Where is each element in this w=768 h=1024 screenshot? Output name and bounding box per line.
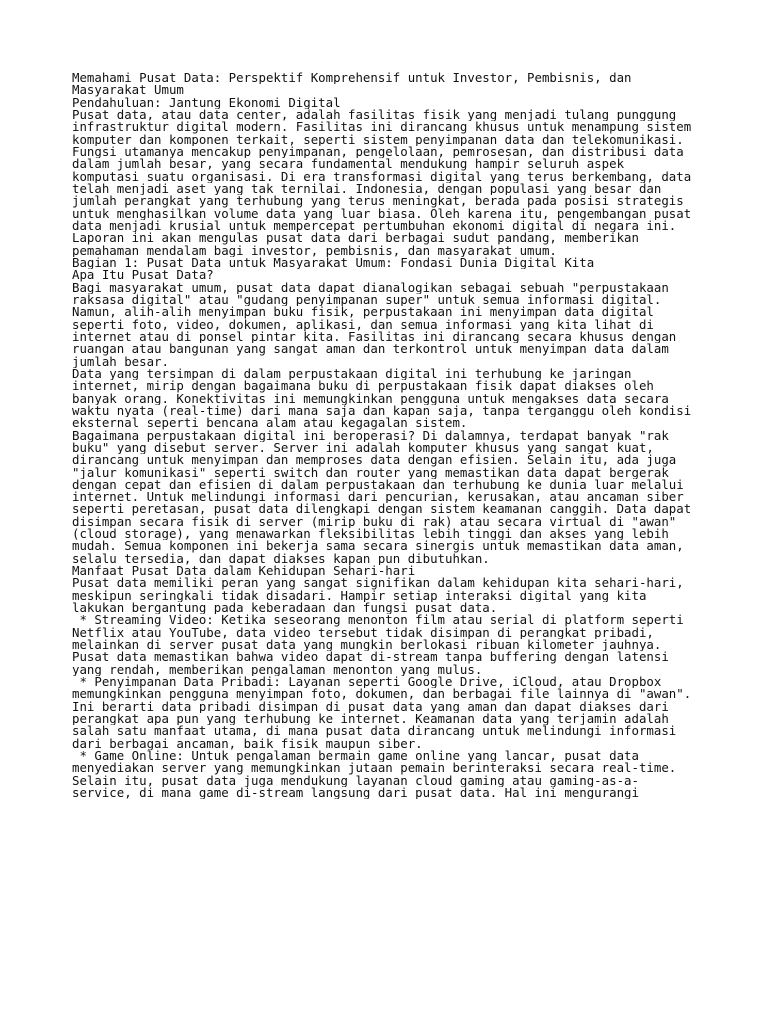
text-line: * Penyimpanan Data Pribadi: Layanan seperti Google Drive, iCloud, atau Dropbox	[72, 676, 662, 689]
text-line: menyediakan server yang memungkinkan jutaan pemain berinteraksi secara real-time.	[72, 762, 677, 775]
text-line: Bagian 1: Pusat Data untuk Masyarakat Umum: Fondasi Dunia Digital Kita	[72, 256, 595, 270]
text-line: jumlah perangkat yang terhubung yang terus meningkat, berada pada posisi strategis	[72, 195, 684, 208]
text-line: Selain itu, pusat data juga mendukung layanan cloud gaming atau gaming-as-a-	[72, 774, 639, 788]
text-line: internet atau di ponsel pintar kita. Fasilitas ini dirancang secara khusus dengan	[72, 330, 677, 344]
text-line: jumlah besar.	[72, 355, 169, 368]
text-line: data menjadi krusial untuk mempercepat pertumbuhan ekonomi digital di negara ini.	[72, 219, 677, 233]
text-line: Pusat data memastikan bahwa video dapat di-stream tanpa buffering dengan latensi	[72, 651, 669, 664]
text-line: * Streaming Video: Ketika seseorang menonton film atau serial di platform seperti	[72, 614, 684, 627]
text-line: Apa Itu Pusat Data?	[72, 269, 214, 282]
text-line: Data yang tersimpan di dalam perpustakaan digital ini terhubung ke jaringan	[72, 367, 632, 381]
text-line: komputasi suatu organisasi. Di era transformasi digital yang terus berkembang, data	[72, 170, 692, 183]
text-line: Memahami Pusat Data: Perspektif Komprehensif untuk Investor, Pembisnis, dan	[72, 72, 632, 85]
text-line: selalu tersedia, dan dapat diakses kapan pun dibutuhkan.	[72, 552, 490, 566]
text-line: Pusat data, atau data center, adalah fasilitas fisik yang menjadi tulang punggung	[72, 108, 677, 122]
text-line: disimpan secara fisik di server (mirip buku di rak) atau secara virtual di "awan"	[72, 515, 677, 529]
document-page	[72, 72, 712, 799]
text-line: dirancang untuk menyimpan dan memproses data dengan efisien. Selain itu, ada juga	[72, 454, 677, 467]
text-line: * Game Online: Untuk pengalaman bermain game online yang lancar, pusat data	[72, 750, 639, 763]
text-line: salah satu manfaat utama, di mana pusat data dirancang untuk melindungi informasi	[72, 725, 677, 738]
text-line: ruangan atau bangunan yang sangat aman dan terkontrol untuk menyimpan data dalam	[72, 343, 669, 356]
text-line: internet, mirip dengan bagaimana buku di perpustakaan fisik dapat diakses oleh	[72, 380, 654, 393]
text-line: Fungsi utamanya mencakup penyimpanan, pengelolaan, pemrosesan, dan distribusi data	[72, 145, 684, 159]
text-line: Netflix atau YouTube, data video tersebut tidak disimpan di perangkat pribadi,	[72, 626, 654, 640]
text-line: telah menjadi aset yang tak ternilai. Indonesia, dengan populasi yang besar dan	[72, 182, 662, 196]
text-line: meskipun seringkali tidak disadari. Hampir setiap interaksi digital yang kita	[72, 589, 647, 603]
text-line: mudah. Semua komponen ini bekerja sama secara sinergis untuk memastikan data aman,	[72, 540, 684, 553]
text-line: Masyarakat Umum	[72, 84, 184, 97]
text-line: internet. Untuk melindungi informasi dari pencurian, kerusakan, atau ancaman siber	[72, 491, 684, 504]
text-line: seperti foto, video, dokumen, aplikasi, dan semua informasi yang kita lihat di	[72, 318, 654, 331]
text-line: (cloud storage), yang menawarkan fleksibilitas lebih tinggi dan akses yang lebih	[72, 528, 669, 541]
text-line: Laporan ini akan mengulas pusat data dari berbagai sudut pandang, memberikan	[72, 232, 639, 245]
text-line: yang rendah, memberikan pengalaman menonton yang mulus.	[72, 663, 483, 677]
text-line: Bagi masyarakat umum, pusat data dapat dianalogikan sebagai sebuah "perpustakaan	[72, 281, 669, 294]
text-line: komputer dan komponen terkait, seperti sistem penyimpanan data dan telekomunikasi.	[72, 133, 684, 146]
text-line: dalam jumlah besar, yang secara fundamental mendukung hampir seluruh aspek	[72, 158, 625, 171]
text-line: pemahaman mendalam bagi investor, pembisnis, dan masyarakat umum.	[72, 244, 557, 257]
text-line: infrastruktur digital modern. Fasilitas ini dirancang khusus untuk menampung sistem	[72, 121, 692, 134]
text-line: service, di mana game di-stream langsung dari pusat data. Hal ini mengurangi	[72, 787, 639, 800]
text-line: lakukan bergantung pada keberadaan dan fungsi pusat data.	[72, 602, 498, 615]
text-line: banyak orang. Konektivitas ini memungkinkan pengguna untuk mengakses data secara	[72, 392, 669, 405]
text-line: Bagaimana perpustakaan digital ini beroperasi? Di dalamnya, terdapat banyak "rak	[72, 429, 669, 442]
text-line: Pendahuluan: Jantung Ekonomi Digital	[72, 96, 341, 109]
text-line: eksternal seperti bencana alam atau kegagalan sistem.	[72, 417, 468, 430]
text-line: waktu nyata (real-time) dari mana saja dan kapan saja, tanpa terganggu oleh kondisi	[72, 404, 692, 418]
text-line: seperti peretasan, pusat data dilengkapi dengan sistem keamanan canggih. Data dapat	[72, 503, 692, 516]
text-line: Ini berarti data pribadi disimpan di pusat data yang aman dan dapat diakses dari	[72, 700, 669, 714]
text-line: "jalur komunikasi" seperti switch dan router yang memastikan data dapat bergerak	[72, 466, 669, 479]
text-line: untuk menghasilkan volume data yang luar biasa. Oleh karena itu, pengembangan pusat	[72, 207, 692, 220]
text-line: raksasa digital" atau "gudang penyimpanan super" untuk semua informasi digital.	[72, 293, 662, 307]
text-line: dari berbagai ancaman, baik fisik maupun siber.	[72, 737, 423, 751]
text-line: Pusat data memiliki peran yang sangat signifikan dalam kehidupan kita sehari-hari,	[72, 577, 684, 590]
text-line: memungkinkan pengguna menyimpan foto, dokumen, dan berbagai file lainnya di "awan".	[72, 688, 692, 701]
text-line: Namun, alih-alih menyimpan buku fisik, perpustakaan ini menyimpan data digital	[72, 306, 654, 319]
text-line: buku" yang disebut server. Server ini adalah komputer khusus yang sangat kuat,	[72, 441, 654, 455]
text-line: perangkat apa pun yang terhubung ke internet. Keamanan data yang terjamin adalah	[72, 713, 669, 726]
text-line: melainkan di server pusat data yang mungkin berlokasi ribuan kilometer jauhnya.	[72, 639, 662, 652]
text-line: dengan cepat dan efisien di dalam perpustakaan dan terhubung ke dunia luar melalui	[72, 478, 684, 492]
text-line: Manfaat Pusat Data dalam Kehidupan Sehari-hari	[72, 565, 416, 578]
